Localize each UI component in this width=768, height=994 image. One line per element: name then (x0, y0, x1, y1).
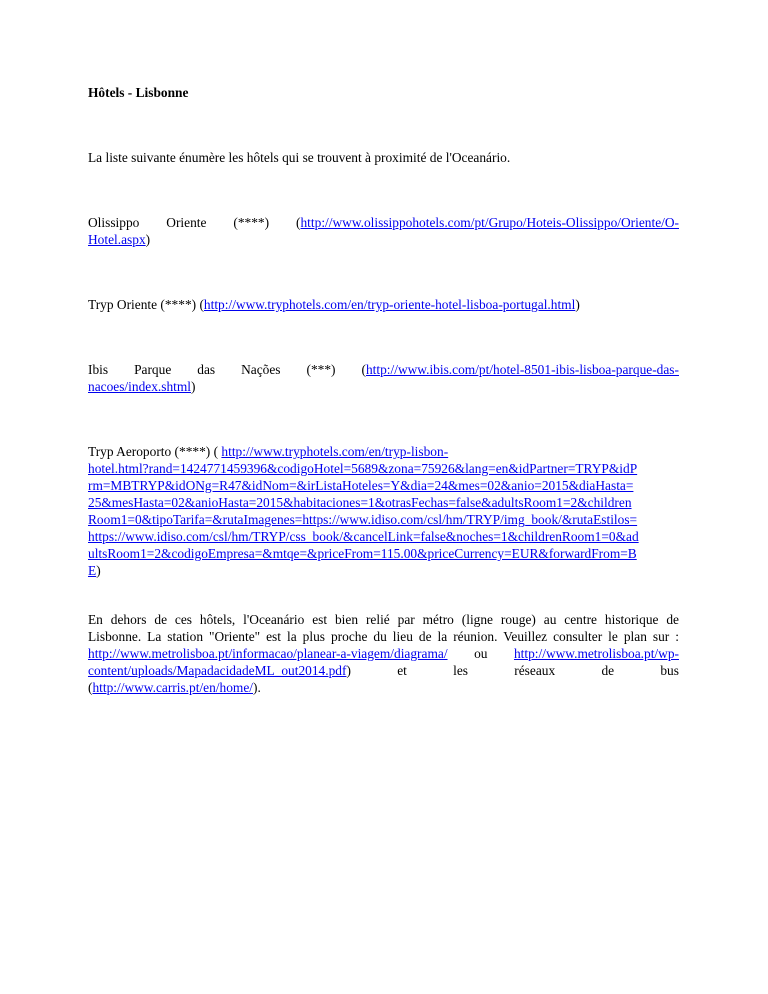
hotel-entry-tryp-aeroporto (88, 443, 679, 579)
hotel-link-tryp-aeroporto-cont[interactable]: 25&mesHasta=02&anioHasta=2015&habitaciones=1&otrasFechas=false&adultsRoom1=2&children (88, 495, 632, 510)
hotel-link-tryp-aeroporto-cont[interactable]: ultsRoom1=2&codigoEmpresa=&mtqe=&priceFrom=115.00&priceCurrency=EUR&forwardFrom=B (88, 546, 637, 561)
hotel-link-tryp-aeroporto-cont[interactable]: hotel.html?rand=1424771459396&codigoHotel=5689&zona=75926&lang=en&idPartner=TRYP&idP (88, 461, 638, 476)
hotel-rating: (***) (306, 362, 336, 377)
page-title: Hôtels - Lisbonne (88, 85, 189, 100)
closing-word: réseaux (514, 663, 556, 678)
hotel-link-wrap: (http://www.ibis.com/pt/hotel-8501-ibis-lisboa-parque-das- (361, 362, 679, 377)
closing-word-ou: ou (474, 646, 488, 661)
hotel-link-ibis[interactable]: http://www.ibis.com/pt/hotel-8501-ibis-lisboa-parque-das- (365, 362, 679, 377)
hotel-name: Tryp Aeroporto (****) ( (88, 444, 222, 459)
metro-map-link[interactable]: http://www.metrolisboa.pt/wp- (513, 646, 679, 661)
hotel-link-ibis-cont[interactable]: nacoes/index.shtml (88, 379, 192, 394)
closing-word: de (601, 663, 615, 678)
hotel-entry-line (88, 460, 679, 477)
hotel-entry-line (88, 494, 679, 511)
hotel-entry-line (88, 562, 679, 579)
carris-bus-link[interactable]: http://www.carris.pt/en/home/ (92, 680, 253, 695)
close-paren: ) (145, 232, 151, 247)
hotel-entry-line-2 (88, 231, 679, 248)
hotel-link-tryp-aeroporto-cont[interactable]: https://www.idiso.com/csl/hm/TRYP/css_book/&cancelLink=false&noches=1&childrenRoom1=0&ad (88, 529, 639, 544)
open-paren: ( (88, 680, 93, 695)
hotel-entry-line (88, 443, 679, 460)
closing-line-2 (88, 628, 679, 645)
closing-end: ). (253, 680, 261, 695)
metro-map-link-cont[interactable]: content/uploads/MapadacidadeML_out2014.pdf (88, 663, 347, 678)
intro-paragraph: La liste suivante énumère les hôtels qui se trouvent à proximité de l'Oceanário. (88, 150, 511, 165)
hotel-name-word: Parque (134, 362, 172, 377)
closing-word: bus (660, 663, 679, 678)
hotel-link-tryp-oriente[interactable]: http://www.tryphotels.com/en/tryp-oriente-hotel-lisboa-portugal.html (203, 297, 576, 312)
document-page (88, 84, 679, 696)
hotel-link-wrap: (http://www.olissippohotels.com/pt/Grupo/Hoteis-Olissippo/Oriente/O- (296, 215, 679, 230)
hotel-name-word: Ibis (88, 362, 109, 377)
closing-word: et (397, 663, 407, 678)
metro-map-link-wrap (88, 662, 351, 679)
closing-line-5 (88, 679, 679, 696)
hotel-link-olissippo[interactable]: http://www.olissippohotels.com/pt/Grupo/Hoteis-Olissippo/Oriente/O- (300, 215, 679, 230)
hotel-name-word: Oriente (166, 215, 207, 230)
closing-line-3 (88, 645, 679, 662)
hotel-name: Tryp Oriente (****) ( (88, 297, 204, 312)
hotel-entry-line (88, 511, 679, 528)
hotel-entry-line-2 (88, 378, 679, 395)
hotel-entry-line (88, 528, 679, 545)
close-paren: ) (96, 563, 101, 578)
closing-text: En dehors de ces hôtels, l'Oceanário est bien relié par métro (ligne rouge) au centre historique de (88, 612, 679, 627)
hotel-entry-line-1 (88, 214, 679, 231)
hotel-link-tryp-aeroporto-cont[interactable]: Room1=0&tipoTarifa=&rutaImagenes=https://www.idiso.com/csl/hm/TRYP/img_book/&rutaEstilos= (88, 512, 638, 527)
hotel-entry-line (88, 477, 679, 494)
closing-text: Lisbonne. La station "Oriente" est la plus proche du lieu de la réunion. Veuillez consulter le plan sur : (88, 629, 679, 644)
closing-paragraph (88, 611, 679, 696)
hotel-name-word: Olissippo (88, 215, 140, 230)
hotel-name-word: Nações (241, 362, 281, 377)
hotel-entry-tryp-oriente (88, 296, 679, 313)
hotel-entry-olissippo (88, 214, 679, 248)
closing-line-1 (88, 611, 679, 628)
close-paren: ) (191, 379, 196, 394)
closing-word: les (453, 663, 468, 678)
hotel-link-olissippo-cont[interactable]: Hotel.aspx (88, 232, 146, 247)
metro-diagram-link[interactable]: http://www.metrolisboa.pt/informacao/planear-a-viagem/diagrama/ (88, 646, 448, 661)
hotel-link-tryp-aeroporto-cont[interactable]: rm=MBTRYP&idONg=R47&idNom=&irListaHoteles=Y&dia=24&mes=02&anio=2015&diaHasta= (88, 478, 634, 493)
close-paren: ) (346, 663, 351, 678)
hotel-link-tryp-aeroporto-cont[interactable]: E (88, 563, 97, 578)
hotel-name-word: das (197, 362, 216, 377)
hotel-entry-line-1 (88, 361, 679, 378)
close-paren: ) (575, 297, 580, 312)
hotel-link-tryp-aeroporto[interactable]: http://www.tryphotels.com/en/tryp-lisbon- (221, 444, 449, 459)
hotel-entry-line (88, 545, 679, 562)
closing-line-4 (88, 662, 679, 679)
hotel-entry-ibis (88, 361, 679, 395)
hotel-rating: (****) (233, 215, 270, 230)
